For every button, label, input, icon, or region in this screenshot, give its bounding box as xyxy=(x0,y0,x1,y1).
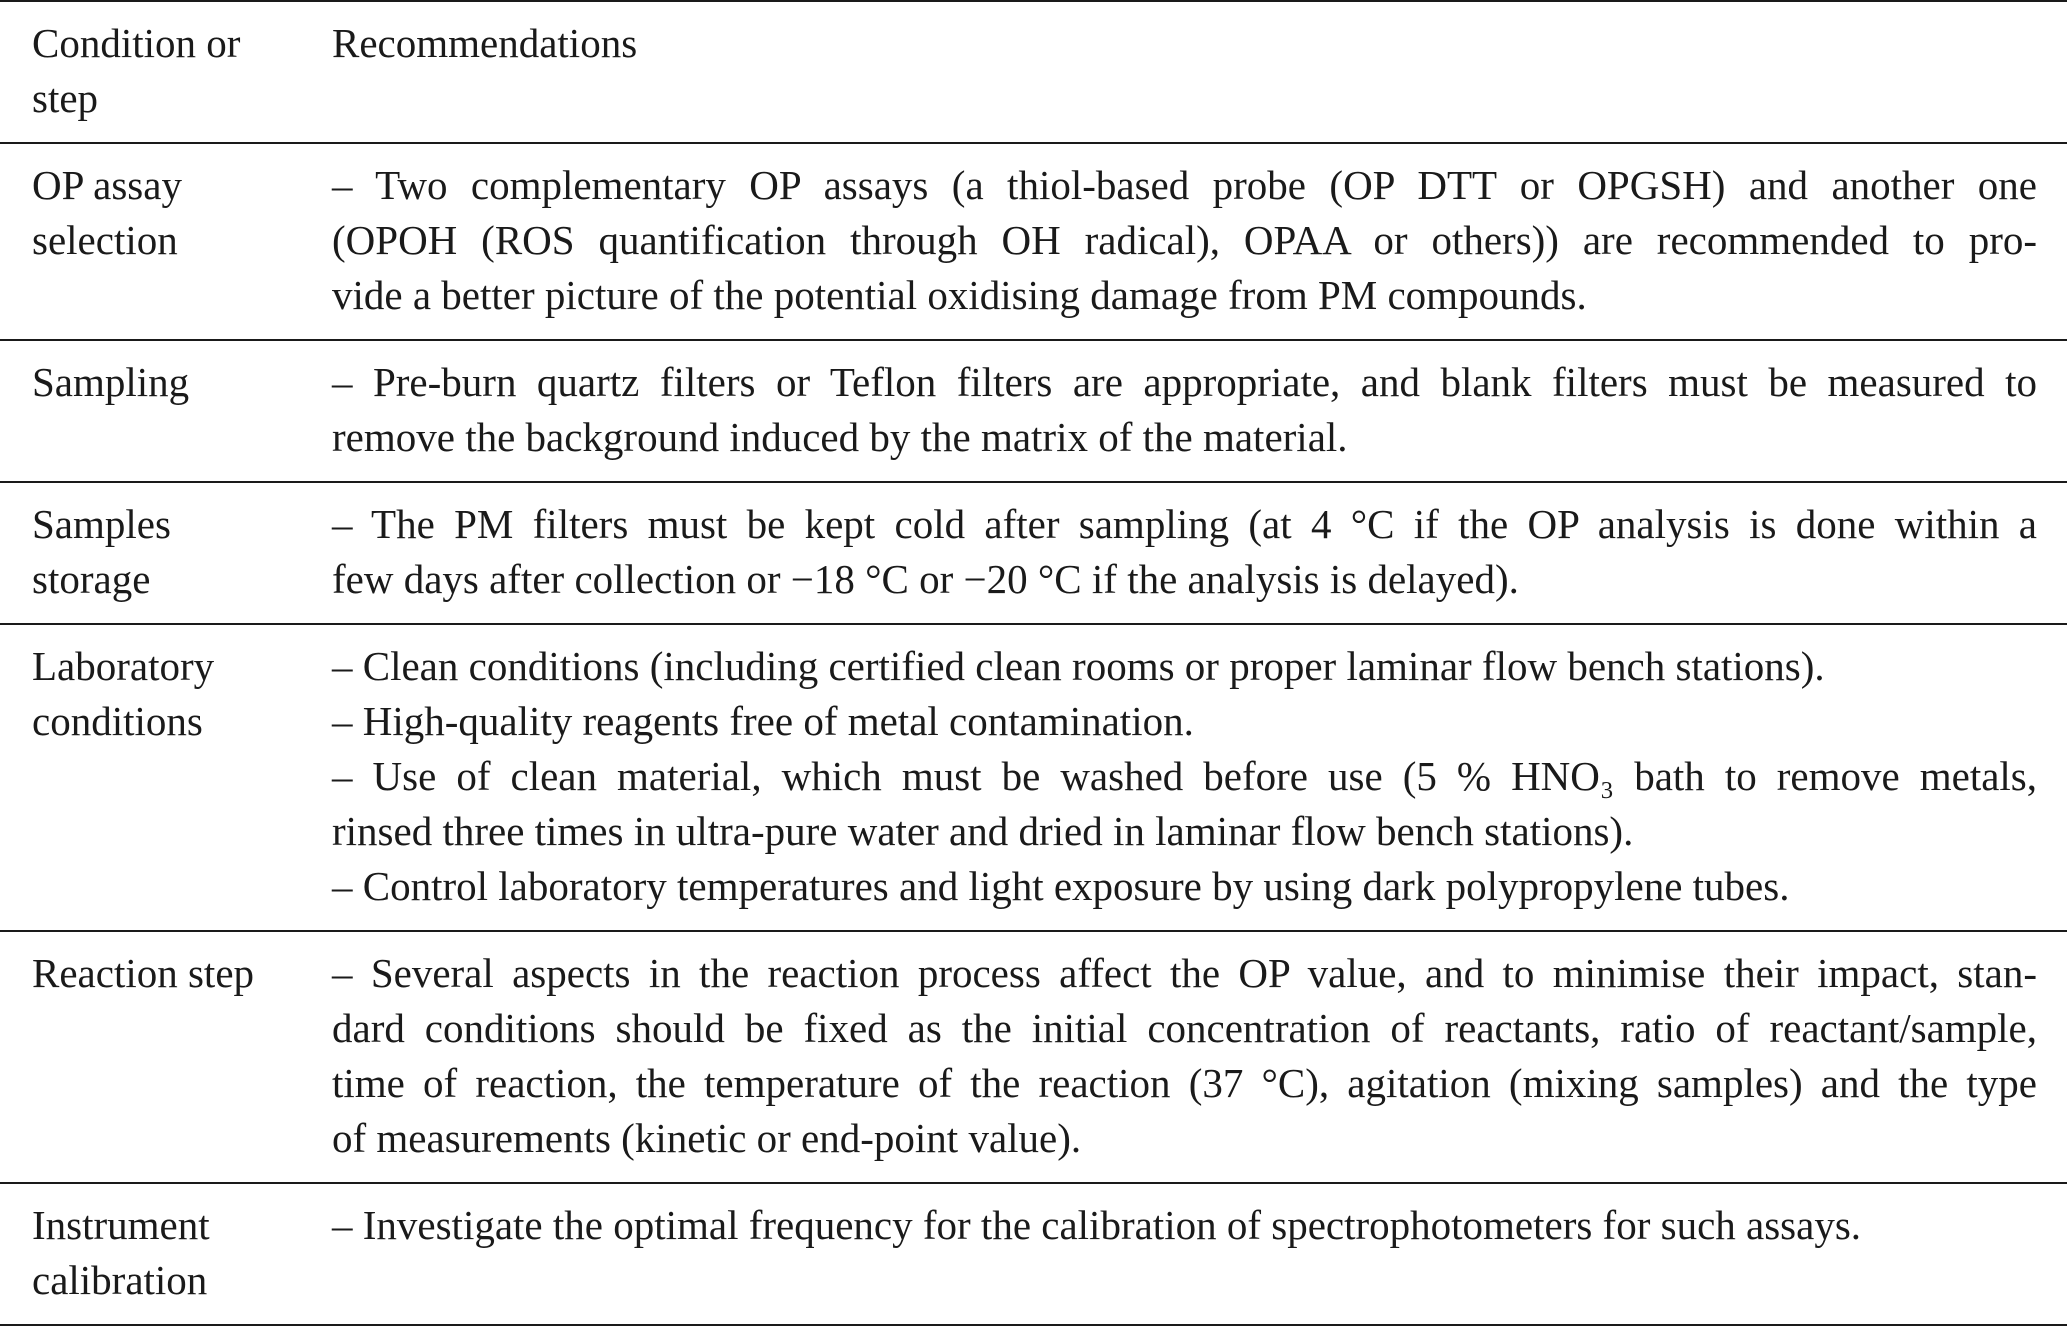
recommendation-line: remove the background induced by the matrix of the material. xyxy=(332,414,1348,460)
condition-line: Samples xyxy=(32,501,171,547)
condition-line: selection xyxy=(32,217,178,263)
recommendation-line: – Clean conditions (including certified clean rooms or proper laminar flow bench stations). xyxy=(332,643,1825,689)
recommendation-line: dard conditions should be fixed as the initial concentration of reactants, ratio of reactant/sample, xyxy=(332,1005,2037,1051)
condition-cell xyxy=(0,931,332,1183)
condition-cell xyxy=(0,624,332,931)
table-row xyxy=(0,340,2067,482)
recommendation-cell xyxy=(332,931,2067,1183)
condition-cell xyxy=(0,340,332,482)
recommendation-line: – The PM filters must be kept cold after sampling (at 4 °C if the OP analysis is done within a xyxy=(332,501,2037,547)
header-condition-line: step xyxy=(32,75,99,121)
header-recommendation-cell xyxy=(332,1,2067,143)
condition-line: calibration xyxy=(32,1257,208,1303)
recommendation-line: (OPOH (ROS quantification through OH radical), OPAA or others)) are recommended to pro- xyxy=(332,217,2037,263)
recommendation-line: – Pre-burn quartz filters or Teflon filters are appropriate, and blank filters must be measured to xyxy=(332,359,2037,405)
recommendation-line: – Several aspects in the reaction process affect the OP value, and to minimise their impact, stan- xyxy=(332,950,2037,996)
condition-line: OP assay xyxy=(32,162,182,208)
header-condition-line: Condition or xyxy=(32,20,241,66)
recommendation-line: – Use of clean material, which must be washed before use (5 % HNO₃ bath to remove metals, xyxy=(332,753,2037,799)
condition-line: Laboratory xyxy=(32,643,215,689)
recommendation-line: few days after collection or −18 °C or −20 °C if the analysis is delayed). xyxy=(332,556,1519,602)
condition-line: storage xyxy=(32,556,151,602)
table-row xyxy=(0,624,2067,931)
header-recommendation-line: Recommendations xyxy=(332,20,638,66)
recommendation-cell xyxy=(332,340,2067,482)
table-row xyxy=(0,143,2067,340)
recommendation-line: – Investigate the optimal frequency for the calibration of spectrophotometers for such assays. xyxy=(332,1202,1862,1248)
recommendation-cell xyxy=(332,624,2067,931)
table-header-row xyxy=(0,1,2067,143)
recommendation-cell xyxy=(332,1183,2067,1325)
header-condition-cell xyxy=(0,1,332,143)
table-row xyxy=(0,482,2067,624)
condition-cell xyxy=(0,143,332,340)
recommendation-cell xyxy=(332,143,2067,340)
condition-line: Instrument xyxy=(32,1202,210,1248)
recommendation-line: time of reaction, the temperature of the reaction (37 °C), agitation (mixing samples) and the type xyxy=(332,1060,2037,1106)
table-row xyxy=(0,931,2067,1183)
condition-line: Reaction step xyxy=(32,950,255,996)
recommendation-line: – Control laboratory temperatures and light exposure by using dark polypropylene tubes. xyxy=(332,863,1790,909)
recommendation-line: rinsed three times in ultra-pure water and dried in laminar flow bench stations). xyxy=(332,808,1634,854)
condition-cell xyxy=(0,1183,332,1325)
recommendation-line: of measurements (kinetic or end-point value). xyxy=(332,1115,1082,1161)
recommendation-line: vide a better picture of the potential oxidising damage from PM compounds. xyxy=(332,272,1587,318)
condition-cell xyxy=(0,482,332,624)
recommendation-line: – Two complementary OP assays (a thiol-based probe (OP DTT or OPGSH) and another one xyxy=(332,162,2037,208)
recommendation-line: – High-quality reagents free of metal contamination. xyxy=(332,698,1194,744)
table-row xyxy=(0,1183,2067,1325)
recommendation-cell xyxy=(332,482,2067,624)
condition-line: conditions xyxy=(32,698,203,744)
condition-line: Sampling xyxy=(32,359,190,405)
